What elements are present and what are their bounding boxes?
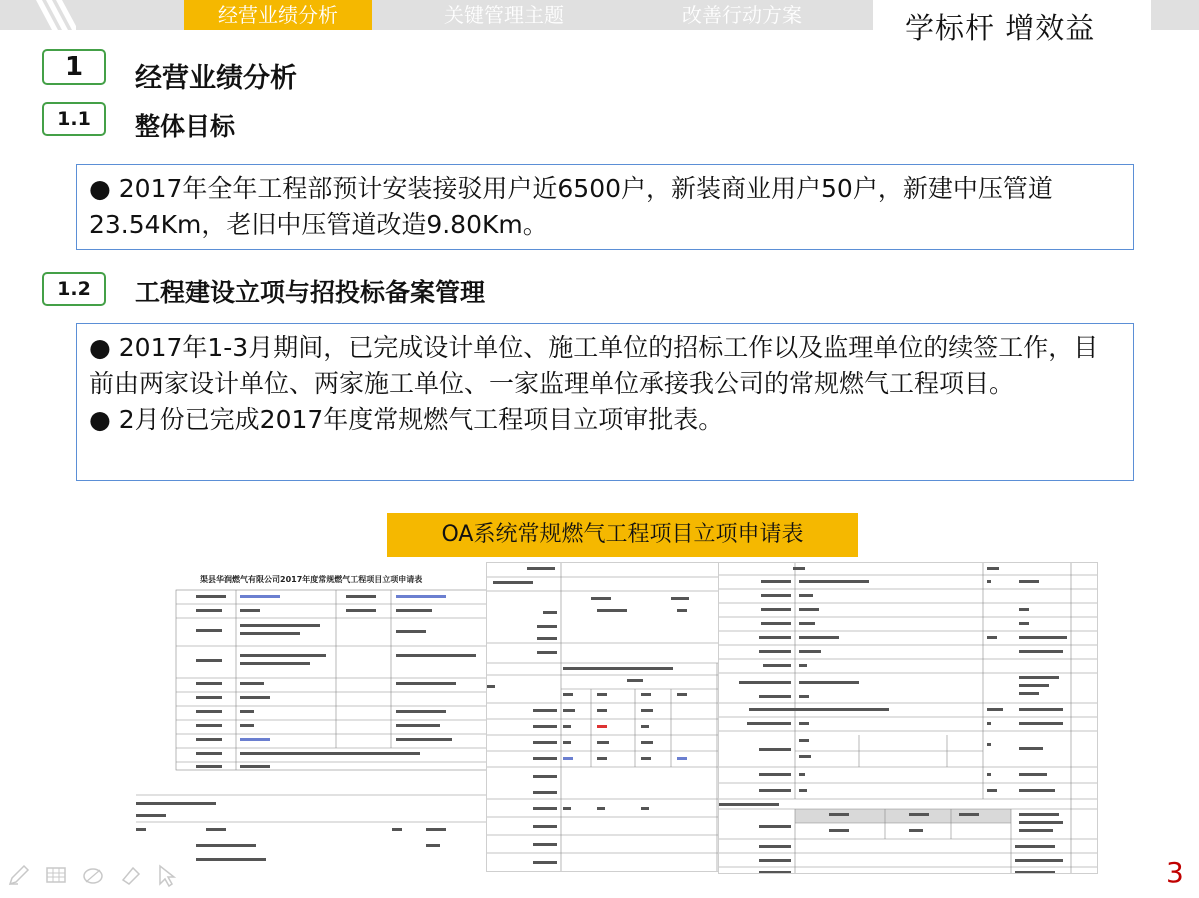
tab-key-management-topics[interactable]: 关键管理主题 — [444, 3, 564, 27]
annotation-toolbar — [6, 862, 186, 890]
highlighter-icon[interactable] — [117, 862, 143, 892]
eraser-icon[interactable] — [80, 862, 106, 892]
pointer-icon[interactable] — [154, 862, 180, 892]
section-number-badge: 1 — [42, 49, 106, 85]
tab-improvement-actions[interactable]: 改善行动方案 — [682, 3, 802, 27]
form-table-graphic — [136, 570, 488, 872]
bullet-text: ● 2月份已完成2017年度常规燃气工程项目立项审批表。 — [89, 405, 724, 434]
form-title: 渠县华润燃气有限公司2017年度常规燃气工程项目立项申请表 — [200, 575, 423, 584]
subsection-title: 整体目标 — [135, 112, 236, 141]
oa-form-scan-2 — [486, 562, 720, 872]
figure-caption: OA系统常规燃气工程项目立项申请表 — [387, 513, 858, 557]
stripes-decoration — [36, 0, 76, 30]
subsection-number-badge: 1.1 — [42, 102, 106, 136]
pen-icon[interactable] — [6, 862, 32, 892]
slogan: 学标杆 增效益 — [905, 11, 1096, 45]
project-management-text-box — [76, 323, 1134, 481]
goal-text-box — [76, 164, 1134, 250]
section-title: 经营业绩分析 — [135, 63, 297, 94]
page-number: 3 — [1166, 856, 1184, 889]
form-table-graphic — [719, 563, 1098, 874]
oa-form-scan-3 — [718, 562, 1098, 874]
tab-performance-analysis[interactable]: 经营业绩分析 — [184, 0, 372, 30]
subsection-number-badge: 1.2 — [42, 272, 106, 306]
grid-icon[interactable] — [43, 862, 69, 892]
subsection-title: 工程建设立项与招投标备案管理 — [135, 278, 486, 307]
bullet-text: ● 2017年全年工程部预计安装接驳用户近6500户，新装商业用户50户，新建中压管道23.54Km，老旧中压管道改造9.80Km。 — [89, 174, 1053, 239]
oa-form-scan-1 — [136, 570, 488, 872]
bullet-text: ● 2017年1-3月期间，已完成设计单位、施工单位的招标工作以及监理单位的续签工作，目前由两家设计单位、两家施工单位、一家监理单位承接我公司的常规燃气工程项目。 — [89, 333, 1099, 398]
form-table-graphic — [487, 563, 720, 872]
